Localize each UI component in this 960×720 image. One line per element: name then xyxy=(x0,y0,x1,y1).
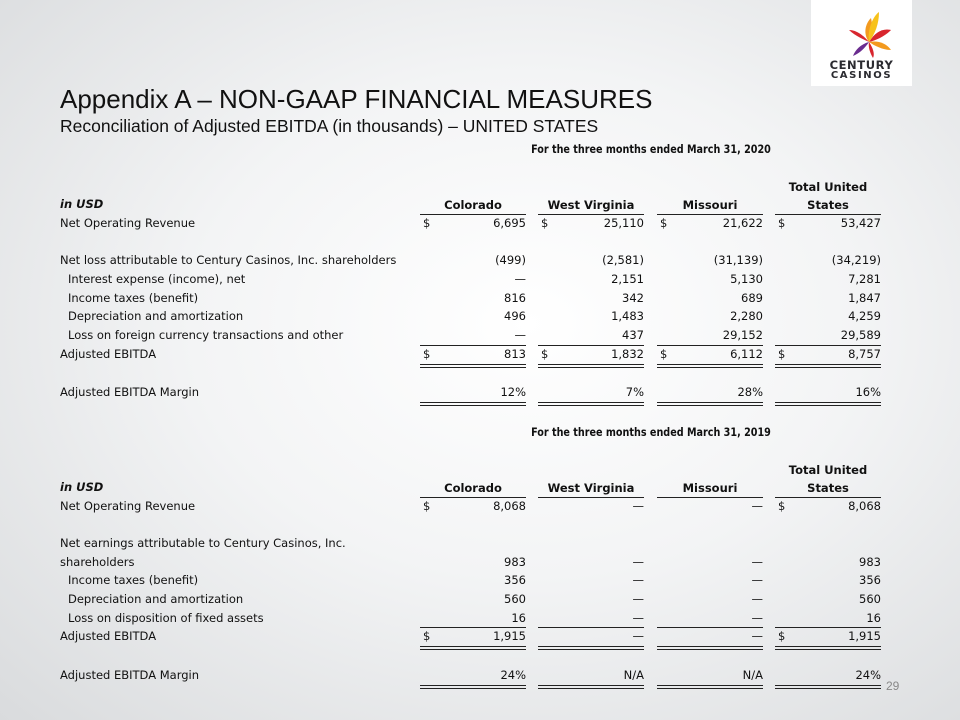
margin-double-rule xyxy=(775,685,881,689)
cell-value: — xyxy=(751,611,763,625)
cell-value: — xyxy=(632,573,644,587)
subtotal-rule xyxy=(775,627,881,628)
currency-symbol: $ xyxy=(778,347,786,361)
cell-value: 816 xyxy=(504,291,526,305)
cell-value: — xyxy=(632,629,644,643)
currency-symbol: $ xyxy=(541,216,549,230)
cell-value: 8,068 xyxy=(848,499,881,513)
column-header-missouri: Missouri xyxy=(682,481,738,495)
total-double-rule xyxy=(657,364,763,368)
cell-value: 7,281 xyxy=(848,272,881,286)
margin-double-rule xyxy=(538,402,644,406)
margin-double-rule xyxy=(420,402,526,406)
cell-value: 1,847 xyxy=(848,291,881,305)
cell-value: 356 xyxy=(859,573,881,587)
cell-value: 7% xyxy=(625,385,644,399)
column-header-total-line1: Total United xyxy=(788,463,868,477)
cell-value: 2,280 xyxy=(730,309,763,323)
column-header-colorado: Colorado xyxy=(444,481,502,495)
cell-value: 16% xyxy=(855,385,881,399)
cell-value: — xyxy=(751,499,763,513)
column-header-colorado: Colorado xyxy=(444,198,502,212)
column-header-total-line1: Total United xyxy=(788,180,868,194)
row-label: shareholders xyxy=(60,555,135,569)
row-label: Net loss attributable to Century Casinos, Inc. shareholders xyxy=(60,253,397,267)
cell-value: 16 xyxy=(866,611,881,625)
margin-double-rule xyxy=(420,685,526,689)
total-double-rule xyxy=(420,646,526,650)
cell-value: 356 xyxy=(504,573,526,587)
subtotal-rule xyxy=(538,345,644,346)
cell-value: 1,483 xyxy=(611,309,644,323)
currency-symbol: $ xyxy=(541,347,549,361)
cell-value: 983 xyxy=(859,555,881,569)
cell-value: (499) xyxy=(495,253,526,267)
row-label: Net Operating Revenue xyxy=(60,499,196,513)
total-double-rule xyxy=(538,646,644,650)
subtotal-rule xyxy=(657,345,763,346)
column-header-total-line2: States xyxy=(807,481,849,495)
cell-value: 28% xyxy=(737,385,763,399)
cell-value: — xyxy=(751,629,763,643)
cell-value: 8,068 xyxy=(493,499,526,513)
cell-value: 1,915 xyxy=(493,629,526,643)
cell-value: — xyxy=(751,573,763,587)
table-row xyxy=(0,499,960,518)
in-usd-label: in USD xyxy=(60,197,104,211)
table-row xyxy=(0,536,960,555)
century-casinos-logo xyxy=(811,0,912,86)
cell-value: — xyxy=(632,611,644,625)
column-header-rule xyxy=(657,214,763,215)
currency-symbol: $ xyxy=(423,216,431,230)
total-double-rule xyxy=(775,646,881,650)
column-header-missouri: Missouri xyxy=(682,198,738,212)
margin-double-rule xyxy=(538,685,644,689)
subtotal-rule xyxy=(775,345,881,346)
page-title: Appendix A – NON-GAAP FINANCIAL MEASURES xyxy=(60,84,653,114)
table-row xyxy=(0,573,960,592)
page-number: 29 xyxy=(886,679,900,693)
table-row xyxy=(0,253,960,272)
cell-value: 21,622 xyxy=(722,216,763,230)
logo-text-casinos: CASINOS xyxy=(830,70,893,81)
currency-symbol: $ xyxy=(660,347,668,361)
column-header-west-virginia: West Virginia xyxy=(547,198,635,212)
cell-value: 24% xyxy=(500,668,526,682)
row-label: Loss on disposition of fixed assets xyxy=(68,611,264,625)
cell-value: 1,915 xyxy=(848,629,881,643)
cell-value: — xyxy=(751,592,763,606)
margin-double-rule xyxy=(657,685,763,689)
currency-symbol: $ xyxy=(423,347,431,361)
currency-symbol: $ xyxy=(423,629,431,643)
cell-value: 8,757 xyxy=(848,347,881,361)
cell-value: 25,110 xyxy=(603,216,644,230)
cell-value: N/A xyxy=(742,668,763,682)
logo-flower-icon xyxy=(811,0,912,60)
row-label: Income taxes (benefit) xyxy=(68,291,199,305)
cell-value: N/A xyxy=(623,668,644,682)
subtotal-rule xyxy=(420,627,526,628)
table-row xyxy=(0,592,960,611)
cell-value: — xyxy=(632,555,644,569)
row-label: Adjusted EBITDA xyxy=(60,629,157,643)
cell-value: 1,832 xyxy=(611,347,644,361)
column-header-rule xyxy=(775,214,881,215)
total-double-rule xyxy=(420,364,526,368)
row-label: Loss on foreign currency transactions and other xyxy=(68,328,344,342)
row-label: Income taxes (benefit) xyxy=(68,573,199,587)
cell-value: 2,151 xyxy=(611,272,644,286)
total-double-rule xyxy=(775,364,881,368)
currency-symbol: $ xyxy=(423,499,431,513)
table-row xyxy=(0,309,960,328)
currency-symbol: $ xyxy=(778,629,786,643)
cell-value: 560 xyxy=(504,592,526,606)
cell-value: 983 xyxy=(504,555,526,569)
cell-value: (2,581) xyxy=(602,253,644,267)
column-header-rule xyxy=(775,497,881,498)
cell-value: 560 xyxy=(859,592,881,606)
currency-symbol: $ xyxy=(660,216,668,230)
cell-value: 16 xyxy=(511,611,526,625)
cell-value: — xyxy=(632,499,644,513)
cell-value: 29,152 xyxy=(722,328,763,342)
cell-value: — xyxy=(514,328,526,342)
subtotal-rule xyxy=(538,627,644,628)
row-label: Adjusted EBITDA xyxy=(60,347,157,361)
cell-value: 24% xyxy=(855,668,881,682)
cell-value: 813 xyxy=(504,347,526,361)
cell-value: 342 xyxy=(622,291,644,305)
column-header-total-line2: States xyxy=(807,198,849,212)
margin-double-rule xyxy=(775,402,881,406)
column-header-rule xyxy=(538,214,644,215)
cell-value: 689 xyxy=(741,291,763,305)
cell-value: 5,130 xyxy=(730,272,763,286)
row-label: Net earnings attributable to Century Casinos, Inc. xyxy=(60,536,346,550)
cell-value: 29,589 xyxy=(840,328,881,342)
column-header-rule xyxy=(420,214,526,215)
section-heading-2020: For the three months ended March 31, 2020 xyxy=(531,142,771,156)
table-row xyxy=(0,216,960,235)
currency-symbol: $ xyxy=(778,216,786,230)
cell-value: — xyxy=(632,592,644,606)
margin-double-rule xyxy=(657,402,763,406)
cell-value: (31,139) xyxy=(713,253,763,267)
cell-value: 496 xyxy=(504,309,526,323)
row-label: Adjusted EBITDA Margin xyxy=(60,668,200,682)
cell-value: 6,695 xyxy=(493,216,526,230)
row-label: Interest expense (income), net xyxy=(68,272,246,286)
column-header-rule xyxy=(538,497,644,498)
subtotal-rule xyxy=(657,627,763,628)
table-row xyxy=(0,272,960,291)
total-double-rule xyxy=(538,364,644,368)
column-header-rule xyxy=(657,497,763,498)
logo-text-century: CENTURY xyxy=(829,58,894,72)
row-label: Depreciation and amortization xyxy=(68,309,244,323)
table-row xyxy=(0,291,960,310)
table-row xyxy=(0,555,960,574)
cell-value: 12% xyxy=(500,385,526,399)
cell-value: 4,259 xyxy=(848,309,881,323)
cell-value: 6,112 xyxy=(730,347,763,361)
page-subtitle: Reconciliation of Adjusted EBITDA (in thousands) – UNITED STATES xyxy=(60,116,599,136)
cell-value: 437 xyxy=(622,328,644,342)
in-usd-label: in USD xyxy=(60,480,104,494)
cell-value: 53,427 xyxy=(840,216,881,230)
section-heading-2019: For the three months ended March 31, 2019 xyxy=(531,425,771,439)
cell-value: — xyxy=(751,555,763,569)
cell-value: (34,219) xyxy=(831,253,881,267)
column-header-rule xyxy=(420,497,526,498)
subtotal-rule xyxy=(420,345,526,346)
column-header-west-virginia: West Virginia xyxy=(547,481,635,495)
currency-symbol: $ xyxy=(778,499,786,513)
cell-value: — xyxy=(514,272,526,286)
row-label: Depreciation and amortization xyxy=(68,592,244,606)
row-label: Adjusted EBITDA Margin xyxy=(60,385,200,399)
total-double-rule xyxy=(657,646,763,650)
row-label: Net Operating Revenue xyxy=(60,216,196,230)
